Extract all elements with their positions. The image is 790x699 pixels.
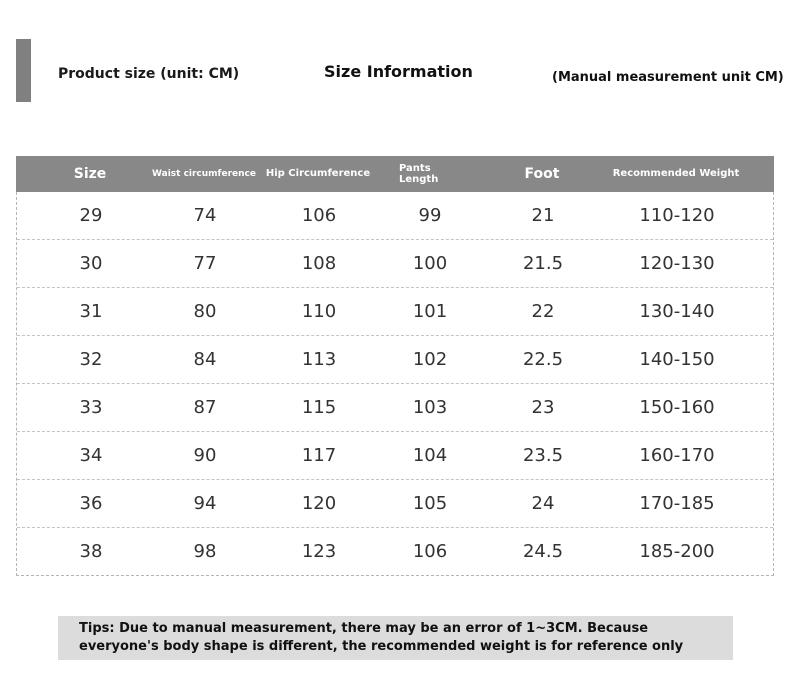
cell-size: 34	[79, 445, 103, 466]
cell-waist: 87	[193, 397, 217, 418]
cell-waist: 80	[193, 301, 217, 322]
column-header-pants-length: Pants Length	[399, 162, 439, 185]
cell-pants-length: 101	[412, 301, 448, 322]
cell-foot: 22.5	[522, 349, 564, 370]
cell-recommended-weight: 110-120	[639, 205, 715, 226]
cell-recommended-weight: 150-160	[639, 397, 715, 418]
measurement-note: (Manual measurement unit CM)	[552, 70, 784, 85]
cell-foot: 23.5	[522, 445, 564, 466]
cell-size: 29	[79, 205, 103, 226]
cell-size: 30	[79, 253, 103, 274]
cell-pants-length: 102	[412, 349, 448, 370]
product-size-label: Product size (unit: CM)	[58, 66, 240, 82]
cell-hip: 115	[301, 397, 337, 418]
cell-pants-length: 100	[412, 253, 448, 274]
cell-foot: 24	[531, 493, 555, 514]
cell-size: 32	[79, 349, 103, 370]
table-row	[17, 240, 773, 288]
table-row	[17, 528, 773, 575]
cell-waist: 90	[193, 445, 217, 466]
cell-hip: 117	[301, 445, 337, 466]
table-row	[17, 288, 773, 336]
cell-foot: 23	[531, 397, 555, 418]
accent-bar	[16, 39, 31, 102]
cell-waist: 74	[193, 205, 217, 226]
cell-hip: 106	[301, 205, 337, 226]
cell-recommended-weight: 120-130	[639, 253, 715, 274]
cell-pants-length: 99	[418, 205, 442, 226]
table-row	[17, 192, 773, 240]
table-row	[17, 384, 773, 432]
column-header-hip: Hip Circumference	[265, 168, 371, 180]
cell-recommended-weight: 160-170	[639, 445, 715, 466]
cell-waist: 77	[193, 253, 217, 274]
cell-waist: 94	[193, 493, 217, 514]
cell-hip: 123	[301, 541, 337, 562]
cell-waist: 98	[193, 541, 217, 562]
cell-hip: 108	[301, 253, 337, 274]
cell-pants-length: 105	[412, 493, 448, 514]
tips-text: Tips: Due to manual measurement, there may be an error of 1~3CM. Because everyone's body shape is different, the recommended weight is for reference only	[79, 621, 684, 654]
column-header-foot: Foot	[524, 165, 560, 182]
cell-size: 36	[79, 493, 103, 514]
cell-foot: 21	[531, 205, 555, 226]
cell-waist: 84	[193, 349, 217, 370]
column-header-waist: Waist circumference	[152, 168, 256, 179]
column-header-size: Size	[73, 165, 107, 182]
table-row	[17, 336, 773, 384]
cell-pants-length: 103	[412, 397, 448, 418]
tips-box	[58, 616, 733, 660]
table-row	[17, 432, 773, 480]
cell-recommended-weight: 170-185	[639, 493, 715, 514]
cell-recommended-weight: 140-150	[639, 349, 715, 370]
size-table	[16, 156, 774, 576]
cell-pants-length: 106	[412, 541, 448, 562]
cell-recommended-weight: 185-200	[639, 541, 715, 562]
cell-size: 33	[79, 397, 103, 418]
table-header	[16, 156, 774, 192]
cell-foot: 24.5	[522, 541, 564, 562]
cell-foot: 21.5	[522, 253, 564, 274]
cell-pants-length: 104	[412, 445, 448, 466]
page-title: Size Information	[324, 62, 473, 81]
table-row	[17, 480, 773, 528]
table-body	[16, 192, 774, 576]
cell-hip: 113	[301, 349, 337, 370]
cell-size: 31	[79, 301, 103, 322]
cell-hip: 110	[301, 301, 337, 322]
cell-hip: 120	[301, 493, 337, 514]
cell-recommended-weight: 130-140	[639, 301, 715, 322]
cell-size: 38	[79, 541, 103, 562]
cell-foot: 22	[531, 301, 555, 322]
column-header-recommended-weight: Recommended Weight	[612, 168, 740, 180]
